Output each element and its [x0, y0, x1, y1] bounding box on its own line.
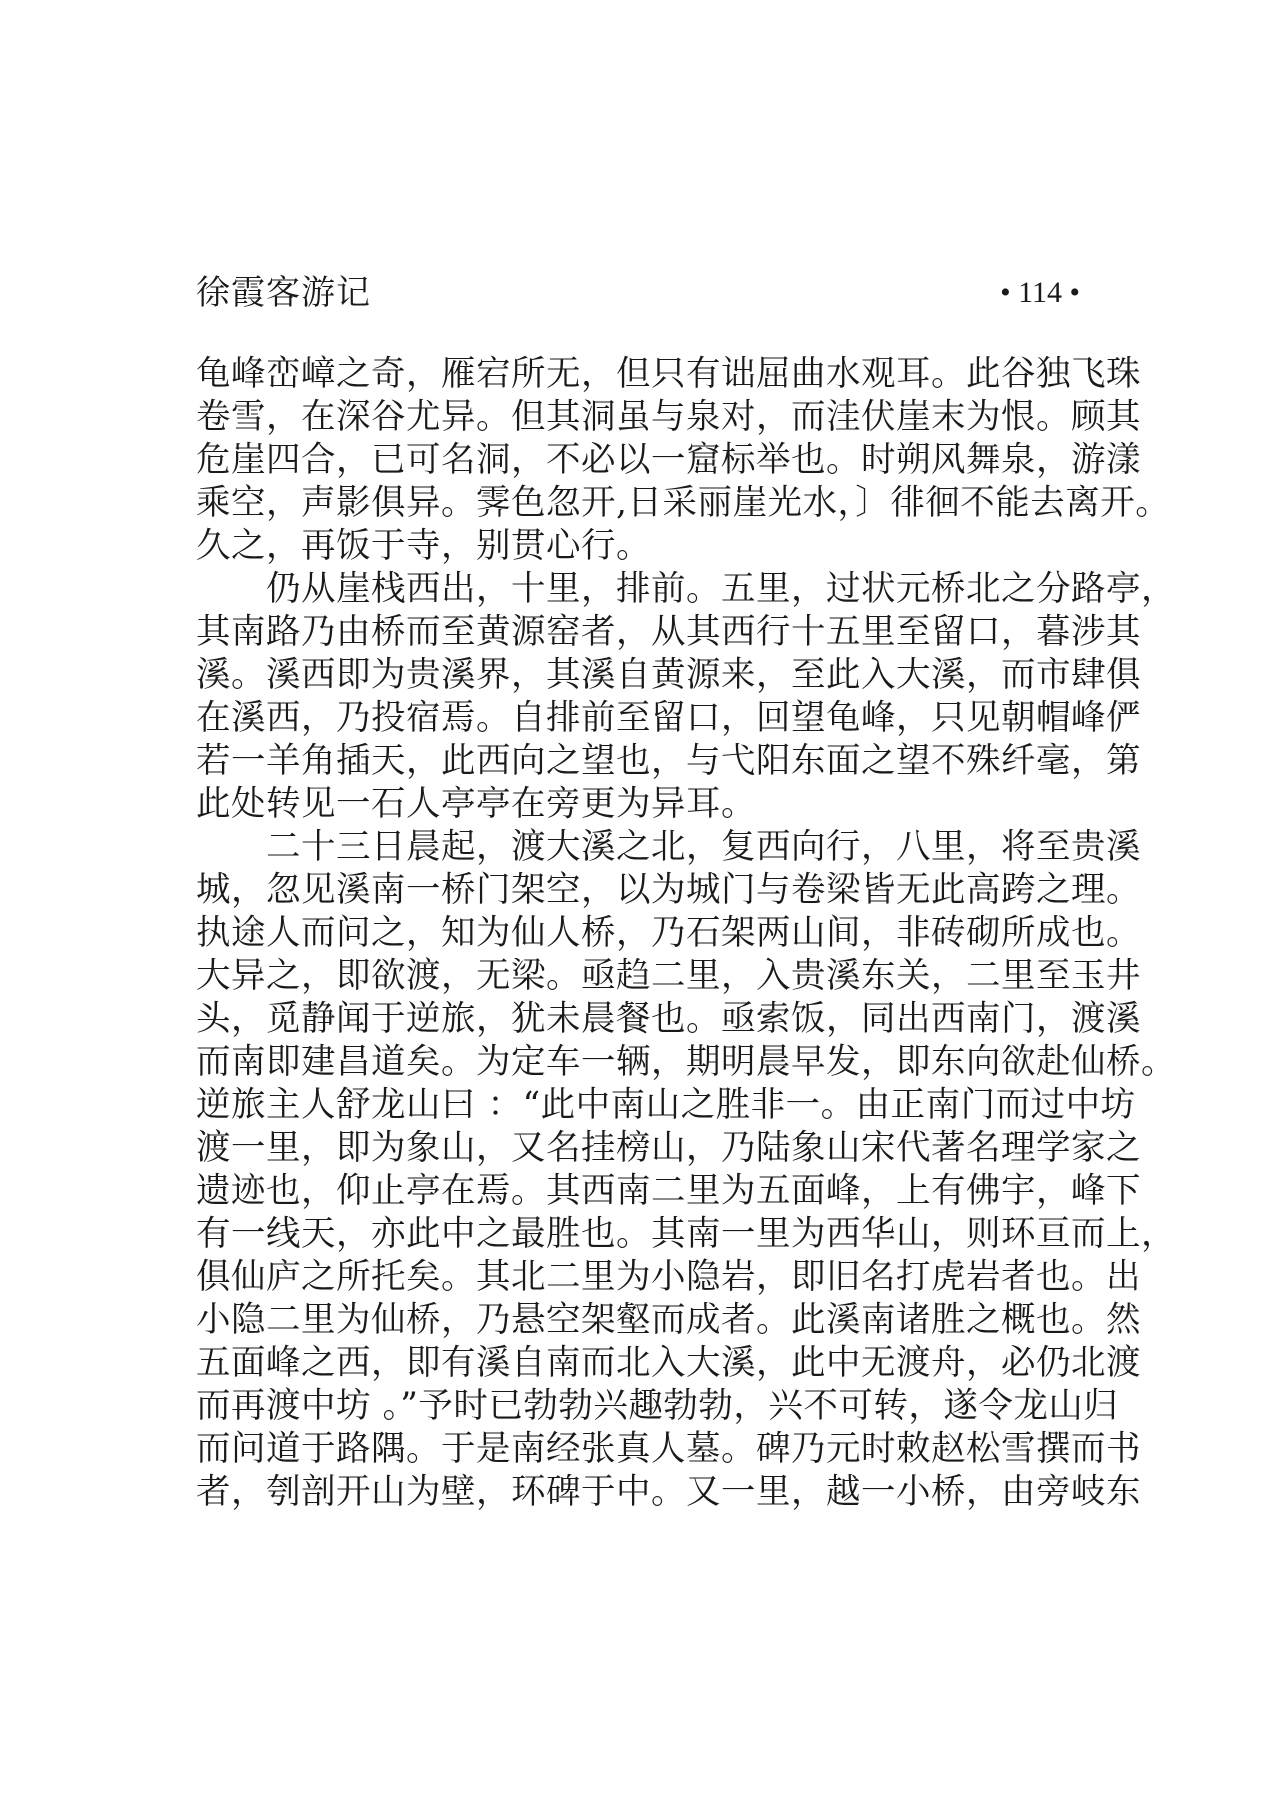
text-line: 卷雪，在深谷尤异。但其洞虽与泉对，而洼伏崖末为恨。顾其 [196, 397, 1141, 437]
text-line: 而南即建昌道矣。为定车一辆，期明晨早发，即东向欲赴仙桥。 [196, 1042, 1176, 1082]
text-line: 俱仙庐之所托矣。其北二里为小隐岩，即旧名打虎岩者也。出 [196, 1257, 1141, 1297]
text-line: 渡一里，即为象山，又名挂榜山，乃陆象山宋代著名理学家之 [196, 1128, 1141, 1168]
page-number: • 114 • [1000, 276, 1080, 309]
text-line: 五面峰之西，即有溪自南而北入大溪，此中无渡舟，必仍北渡 [196, 1343, 1141, 1383]
text-line: 溪。溪西即为贵溪界，其溪自黄源来，至此入大溪，而市肆俱 [196, 655, 1141, 695]
text-line: 在溪西，乃投宿焉。自排前至留口，回望龟峰，只见朝帽峰俨 [196, 698, 1141, 738]
text-line: 若一羊角插天，此西向之望也，与弋阳东面之望不殊纤毫，第 [196, 741, 1141, 781]
text-line: 龟峰峦嶂之奇，雁宕所无，但只有诎屈曲水观耳。此谷独飞珠 [196, 354, 1141, 394]
book-title: 徐霞客游记 [196, 273, 371, 313]
text-line: 其南路乃由桥而至黄源窑者，从其西行十五里至留口，暮涉其 [196, 612, 1141, 652]
text-line: 者，刳剖开山为壁，环碑于中。又一里，越一小桥，由旁岐东 [196, 1472, 1141, 1512]
text-line: 头，觅静闻于逆旅，犹未晨餐也。亟索饭，同出西南门，渡溪 [196, 999, 1141, 1039]
text-line: 逆旅主人舒龙山曰 ：“此中南山之胜非一。由正南门而过中坊 [196, 1085, 1136, 1125]
text-line: 遗迹也，仰止亭在焉。其西南二里为五面峰，上有佛宇，峰下 [196, 1171, 1141, 1211]
text-line: 久之，再饭于寺，别贯心行。 [196, 526, 651, 566]
text-line: 危崖四合，已可名洞，不必以一窟标举也。时朔风舞泉，游漾 [196, 440, 1141, 480]
body-text [196, 353, 1176, 1514]
text-line: 而再渡中坊 。”予时已勃勃兴趣勃勃，兴不可转，遂令龙山归 [196, 1386, 1119, 1426]
text-line: 执途人而问之，知为仙人桥，乃石架两山间，非砖砌所成也。 [196, 913, 1141, 953]
page-header [196, 268, 1080, 318]
text-line: 城，忽见溪南一桥门架空，以为城门与卷梁皆无此高跨之理。 [196, 870, 1141, 910]
text-line: 此处转见一石人亭亭在旁更为异耳。 [196, 784, 756, 824]
text-line: 乘空，声影俱异。霁色忽开,日采丽崖光水，〕徘徊不能去离开。 [196, 483, 1171, 523]
text-line: 有一线天，亦此中之最胜也。其南一里为西华山，则环亘而上， [196, 1214, 1176, 1254]
paragraph-start-line: 仍从崖栈西出，十里，排前。五里，过状元桥北之分路亭， [266, 569, 1176, 609]
text-line: 大异之，即欲渡，无梁。亟趋二里，入贵溪东关，二里至玉井 [196, 956, 1141, 996]
text-line: 小隐二里为仙桥，乃悬空架壑而成者。此溪南诸胜之概也。然 [196, 1300, 1141, 1340]
text-line: 而问道于路隅。于是南经张真人墓。碑乃元时敕赵松雪撰而书 [196, 1429, 1141, 1469]
paragraph-start-line: 二十三日晨起，渡大溪之北，复西向行，八里，将至贵溪 [266, 827, 1141, 867]
